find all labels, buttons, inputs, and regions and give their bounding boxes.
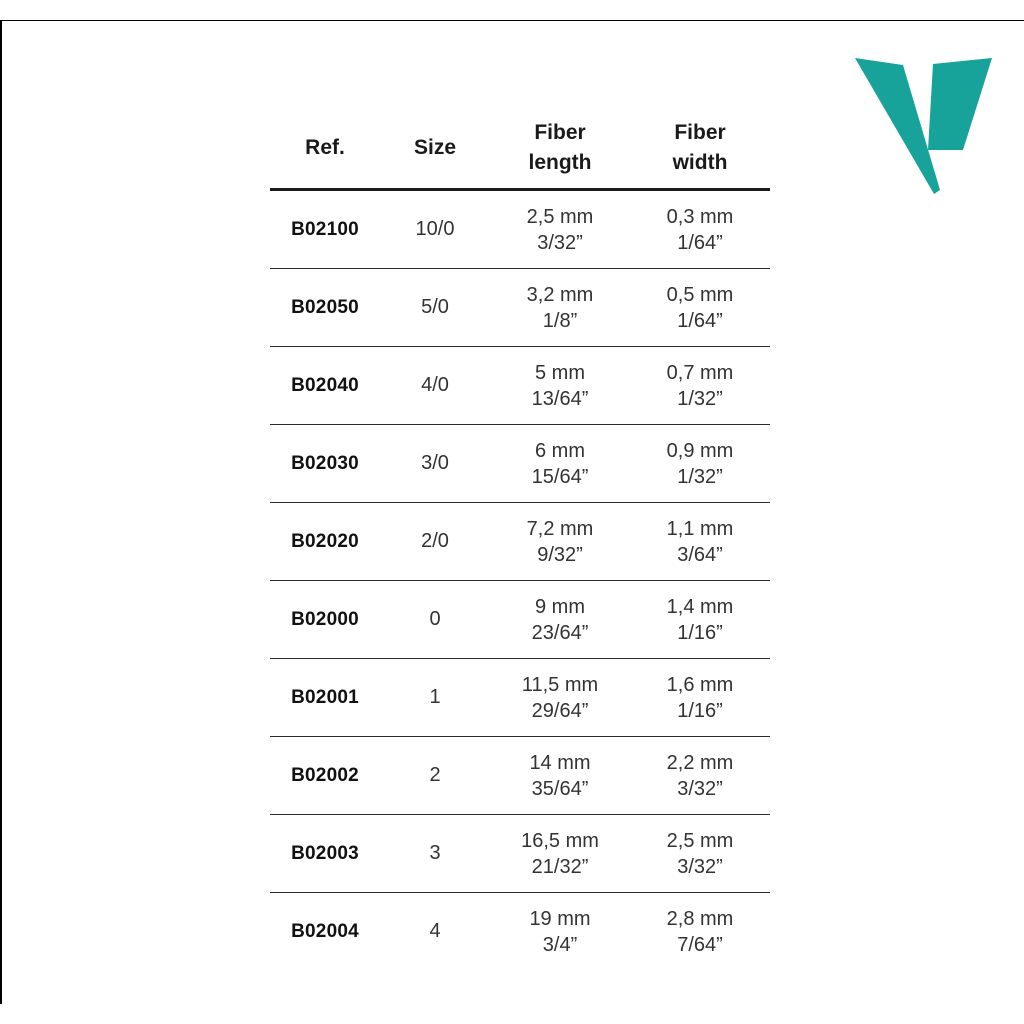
table-body xyxy=(270,191,770,970)
table-row xyxy=(270,737,770,815)
ref-value: B02000 xyxy=(291,608,359,630)
size-cell xyxy=(380,608,490,631)
fiber-length-cell xyxy=(490,594,630,646)
fiber-length-mm: 19 mm xyxy=(529,907,591,930)
fiber-width-mm: 0,7 mm xyxy=(666,361,734,384)
size-cell xyxy=(380,374,490,397)
header-size-label: Size xyxy=(413,136,457,159)
ref-cell xyxy=(270,609,380,631)
fiber-width-cell xyxy=(630,750,770,802)
table-row xyxy=(270,503,770,581)
size-cell xyxy=(380,764,490,787)
fiber-width-in: 1/64” xyxy=(677,231,723,254)
ref-cell xyxy=(270,687,380,709)
teal-v-logo-icon xyxy=(855,58,995,198)
fiber-width-in: 1/32” xyxy=(677,465,723,488)
size-cell xyxy=(380,218,490,241)
table-row xyxy=(270,425,770,503)
size-value: 2 xyxy=(429,764,441,786)
fiber-length-in: 3/32” xyxy=(537,231,583,254)
table-row xyxy=(270,659,770,737)
fiber-width-mm: 2,8 mm xyxy=(666,907,734,930)
fiber-spec-table xyxy=(270,108,770,970)
fiber-length-mm: 7,2 mm xyxy=(526,517,594,540)
ref-value: B02001 xyxy=(291,686,359,708)
fiber-length-cell xyxy=(490,672,630,724)
fiber-length-in: 29/64” xyxy=(531,699,589,722)
fiber-width-in: 1/16” xyxy=(677,621,723,644)
ref-value: B02002 xyxy=(291,764,359,786)
table-row xyxy=(270,347,770,425)
ref-cell xyxy=(270,843,380,865)
ref-cell xyxy=(270,297,380,319)
fiber-width-cell xyxy=(630,828,770,880)
size-value: 4/0 xyxy=(421,374,449,396)
fiber-length-cell xyxy=(490,750,630,802)
fiber-length-mm: 14 mm xyxy=(529,751,591,774)
table-header-row xyxy=(270,108,770,191)
ref-cell xyxy=(270,531,380,553)
ref-value: B02050 xyxy=(291,296,359,318)
size-value: 2/0 xyxy=(421,530,449,552)
table-row xyxy=(270,581,770,659)
fiber-width-in: 1/32” xyxy=(677,387,723,410)
header-fiber-length xyxy=(490,118,630,178)
ref-value: B02020 xyxy=(291,530,359,552)
fiber-length-cell xyxy=(490,828,630,880)
table-row xyxy=(270,893,770,970)
table-row xyxy=(270,815,770,893)
fiber-length-in: 3/4” xyxy=(542,933,578,956)
fiber-width-mm: 2,2 mm xyxy=(666,751,734,774)
header-ref xyxy=(270,133,380,163)
fiber-width-cell xyxy=(630,906,770,958)
header-fiber-width-line2: width xyxy=(672,151,728,174)
fiber-length-in: 23/64” xyxy=(531,621,589,644)
fiber-length-mm: 3,2 mm xyxy=(526,283,594,306)
fiber-width-cell xyxy=(630,672,770,724)
fiber-length-in: 35/64” xyxy=(531,777,589,800)
ref-value: B02100 xyxy=(291,218,359,240)
ref-cell xyxy=(270,219,380,241)
fiber-length-mm: 2,5 mm xyxy=(526,205,594,228)
fiber-width-cell xyxy=(630,204,770,256)
ref-value: B02040 xyxy=(291,374,359,396)
size-value: 4 xyxy=(429,920,441,942)
fiber-length-in: 15/64” xyxy=(531,465,589,488)
fiber-width-in: 3/64” xyxy=(677,543,723,566)
fiber-length-cell xyxy=(490,906,630,958)
fiber-length-in: 21/32” xyxy=(531,855,589,878)
fiber-width-in: 1/16” xyxy=(677,699,723,722)
fiber-length-mm: 11,5 mm xyxy=(521,673,599,696)
header-size xyxy=(380,133,490,163)
fiber-width-cell xyxy=(630,516,770,568)
size-value: 1 xyxy=(429,686,441,708)
ref-cell xyxy=(270,921,380,943)
ref-value: B02030 xyxy=(291,452,359,474)
fiber-width-cell xyxy=(630,438,770,490)
fiber-length-cell xyxy=(490,438,630,490)
fiber-width-mm: 0,9 mm xyxy=(666,439,734,462)
fiber-width-mm: 1,4 mm xyxy=(666,595,734,618)
fiber-width-in: 3/32” xyxy=(677,855,723,878)
fiber-length-cell xyxy=(490,360,630,412)
table-row xyxy=(270,191,770,269)
fiber-width-in: 1/64” xyxy=(677,309,723,332)
fiber-width-mm: 0,5 mm xyxy=(666,283,734,306)
size-cell xyxy=(380,686,490,709)
size-cell xyxy=(380,920,490,943)
fiber-length-cell xyxy=(490,204,630,256)
frame-left-border xyxy=(0,20,2,1004)
fiber-width-cell xyxy=(630,360,770,412)
fiber-length-mm: 9 mm xyxy=(535,595,585,618)
fiber-length-mm: 5 mm xyxy=(535,361,585,384)
size-cell xyxy=(380,530,490,553)
ref-cell xyxy=(270,453,380,475)
fiber-length-in: 13/64” xyxy=(531,387,589,410)
header-fiber-width xyxy=(630,118,770,178)
fiber-width-cell xyxy=(630,282,770,334)
size-value: 5/0 xyxy=(421,296,449,318)
size-value: 0 xyxy=(429,608,441,630)
fiber-length-in: 1/8” xyxy=(542,309,578,332)
fiber-width-mm: 1,6 mm xyxy=(666,673,734,696)
table-row xyxy=(270,269,770,347)
fiber-length-in: 9/32” xyxy=(537,543,583,566)
fiber-length-cell xyxy=(490,282,630,334)
size-value: 10/0 xyxy=(415,218,455,240)
fiber-length-mm: 16,5 mm xyxy=(521,829,599,852)
fiber-width-mm: 0,3 mm xyxy=(666,205,734,228)
fiber-width-mm: 1,1 mm xyxy=(666,517,734,540)
ref-value: B02004 xyxy=(291,920,359,942)
fiber-length-cell xyxy=(490,516,630,568)
fiber-width-mm: 2,5 mm xyxy=(666,829,734,852)
fiber-length-mm: 6 mm xyxy=(535,439,585,462)
size-value: 3/0 xyxy=(421,452,449,474)
header-fiber-length-line1: Fiber xyxy=(534,121,586,144)
header-fiber-length-line2: length xyxy=(528,151,592,174)
size-cell xyxy=(380,842,490,865)
size-value: 3 xyxy=(429,842,441,864)
ref-value: B02003 xyxy=(291,842,359,864)
size-cell xyxy=(380,296,490,319)
frame-top-border xyxy=(0,20,1024,21)
header-fiber-width-line1: Fiber xyxy=(674,121,726,144)
fiber-width-cell xyxy=(630,594,770,646)
ref-cell xyxy=(270,375,380,397)
ref-cell xyxy=(270,765,380,787)
header-ref-label: Ref. xyxy=(305,136,345,159)
fiber-width-in: 7/64” xyxy=(677,933,723,956)
fiber-width-in: 3/32” xyxy=(677,777,723,800)
size-cell xyxy=(380,452,490,475)
